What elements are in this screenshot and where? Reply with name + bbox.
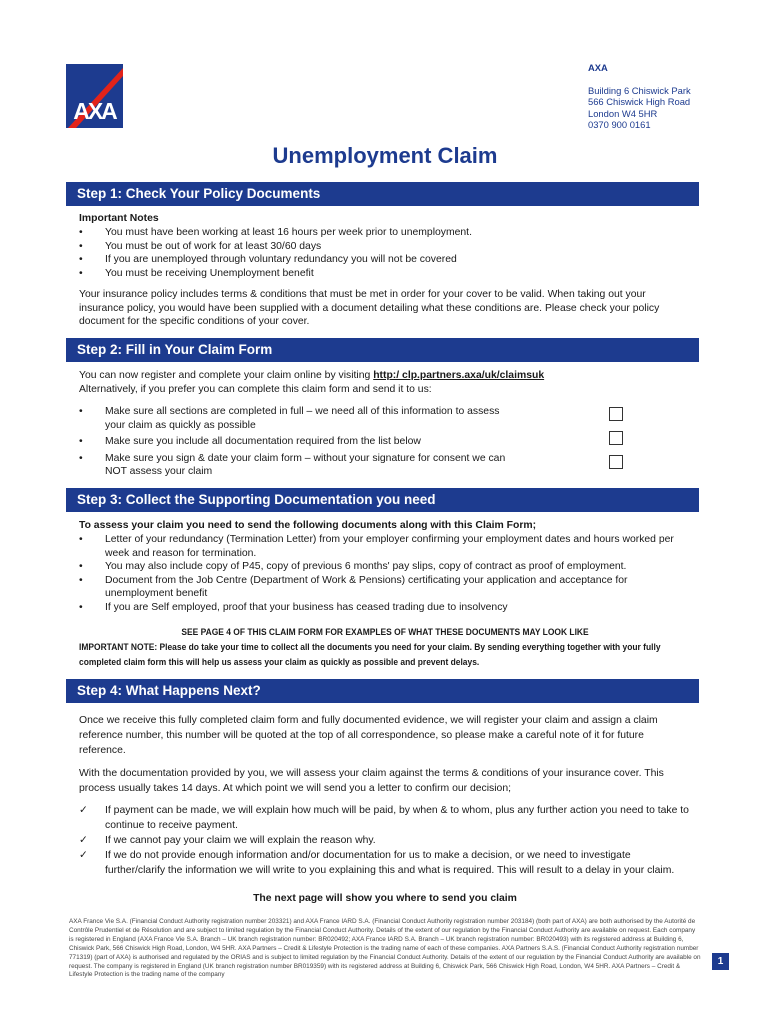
next-page-note: The next page will show you where to send you claim: [253, 893, 517, 904]
list-item: • If you are unemployed through voluntary redundancy you will not be covered: [79, 254, 457, 266]
step2-heading: Step 2: Fill in Your Claim Form: [66, 338, 699, 362]
list-item: ✓ If we do not provide enough information and/or documentation for us to make a decision, or we need to investigate further/clarify the information we will write to you explaining this and what is required. This will result to a delay in your claim.: [79, 850, 675, 876]
important-note: IMPORTANT NOTE: Please do take your time to collect all the documents you need for your claim. By sending everything together with your fully completed claim form this will help us assess your claim as quickly as possible and prevent delays.: [79, 642, 661, 668]
checkmark-icon: ✓: [79, 805, 88, 816]
list-item: • You must be out of work for at least 30/60 days: [79, 240, 322, 252]
svg-text:AXA: AXA: [73, 98, 116, 124]
phone-number: 0370 900 0161: [588, 119, 651, 131]
list-item: • You must have been working at least 16 hours per week prior to unemployment.: [79, 227, 472, 238]
list-item: • You may also include copy of P45, copy of previous 6 months' pay slips, copy of contract as proof of employment.: [79, 561, 627, 573]
step1-paragraph: Your insurance policy includes terms & conditions that must be met in order for your cover to be valid. When taking out your insurance policy, you would have been supplied with a document detailing what these conditions are. Please check your policy document for the specific conditions of your cover.: [79, 289, 660, 328]
list-item: • Make sure all sections are completed in full – we need all of this information to assess your claim as quickly as possible: [79, 406, 500, 431]
company-address: [588, 62, 691, 131]
page-title: Unemployment Claim: [272, 143, 498, 168]
step3-lead: To assess your claim you need to send the following documents along with this Claim Form;: [79, 520, 537, 531]
checkmark-icon: ✓: [79, 835, 88, 846]
claims-link[interactable]: http:/ clp.partners.axa/uk/claimsuk: [373, 370, 545, 381]
company-name: AXA: [588, 62, 608, 73]
step2-intro: You can now register and complete your claim online by visiting http:/ clp.partners.axa/uk/claimsuk Alternatively, if you prefer you can complete this claim form and send it to us:: [79, 370, 545, 395]
step3-heading: Step 3: Collect the Supporting Documentation you need: [66, 488, 699, 512]
step1-heading: Step 1: Check Your Policy Documents: [66, 182, 699, 206]
regulatory-footer: AXA France Vie S.A. (Financial Conduct Authority registration number 203321) and AXA France IARD S.A. (Financial Conduct Authority registration number 203184) (both part of AXA) are both authorised by the Autorité de Contrôle Prudentiel et de Résolution and are subject to limited regulation by the Financial Conduct Authority. Details of the extent of our regulation by the Financial Conduct Authority are available on request. Each company is registered in England (AXA France Vie S.A. Branch – UK branch registration number: BR020492; AXA France IARD S.A. Branch – UK branch registration number: BR020493) with its registered address at Building 6, Chiswick Park, 566 Chiswick High Road, London, W4 5HR. AXA Partners – Credit & Lifestyle Protection is the trading name of each of these companies. AXA Partners S.A.S. (Financial Conduct Authority registration number 771319) (part of AXA) is authorised and regulated by the ORIAS and is subject to limited regulation by the Financial Conduct Authority. Details of the extent of our regulation by the Financial Conduct Authority are available on request. The company is registered in England (UK branch registration number BR019359) with its registered address at Building 6, Chiswick Park, 566 Chiswick High Road, London, W4 5HR. AXA Partners – Credit & Lifestyle Protection is the trading name of the company: [69, 918, 701, 979]
list-item: • You must be receiving Unemployment benefit: [79, 267, 314, 279]
address-line: 566 Chiswick High Road: [588, 96, 691, 108]
checkbox-signed-dated[interactable]: [609, 455, 623, 469]
list-item: • Make sure you include all documentation required from the list below: [79, 436, 421, 448]
step4-paragraph-1: Once we receive this fully completed claim form and fully documented evidence, we will register your claim and assign a claim reference number, this number will be quoted at the top of all correspondence, so please make a careful note of it for future reference.: [79, 715, 658, 756]
address-line: London W4 5HR: [588, 107, 658, 119]
step3-bullet-list: [79, 533, 691, 615]
checkmark-icon: ✓: [79, 850, 88, 861]
step4-paragraph-2: With the documentation provided by you, we will assess your claim against the terms & conditions of your insurance cover. This process usually takes 14 days. At which point we will send you a letter to confirm our decision;: [79, 768, 664, 794]
address-line: Building 6 Chiswick Park: [588, 84, 691, 96]
step2-checklist: [79, 405, 519, 479]
list-item: • Document from the Job Centre (Department of Work & Pensions) certificating your application and acceptance for unemployment benefit: [79, 574, 628, 600]
step1-bullet-list: [79, 226, 691, 280]
important-notes-heading: Important Notes: [79, 213, 159, 224]
step4-outcome-list: [79, 803, 691, 878]
step4-heading: Step 4: What Happens Next?: [66, 679, 699, 703]
see-page-note: SEE PAGE 4 OF THIS CLAIM FORM FOR EXAMPLES OF WHAT THESE DOCUMENTS MAY LOOK LIKE: [181, 627, 589, 638]
list-item: ✓ If we cannot pay your claim we will explain the reason why.: [79, 835, 376, 846]
page-number: 1: [712, 953, 729, 970]
checkbox-documentation-included[interactable]: [609, 431, 623, 445]
list-item: ✓ If payment can be made, we will explain how much will be paid, by when & to whom, plus any further action you need to take to continue to receive payment.: [79, 805, 689, 831]
checkbox-sections-completed[interactable]: [609, 407, 623, 421]
list-item: • Make sure you sign & date your claim form – without your signature for consent we can NOT assess your claim: [79, 452, 506, 478]
list-item: • Letter of your redundancy (Termination Letter) from your employer confirming your employment dates and hours worked per week and reason for termination.: [79, 534, 674, 559]
list-item: • If you are Self employed, proof that your business has ceased trading due to insolvency: [79, 601, 508, 613]
axa-logo-icon: [66, 64, 123, 128]
